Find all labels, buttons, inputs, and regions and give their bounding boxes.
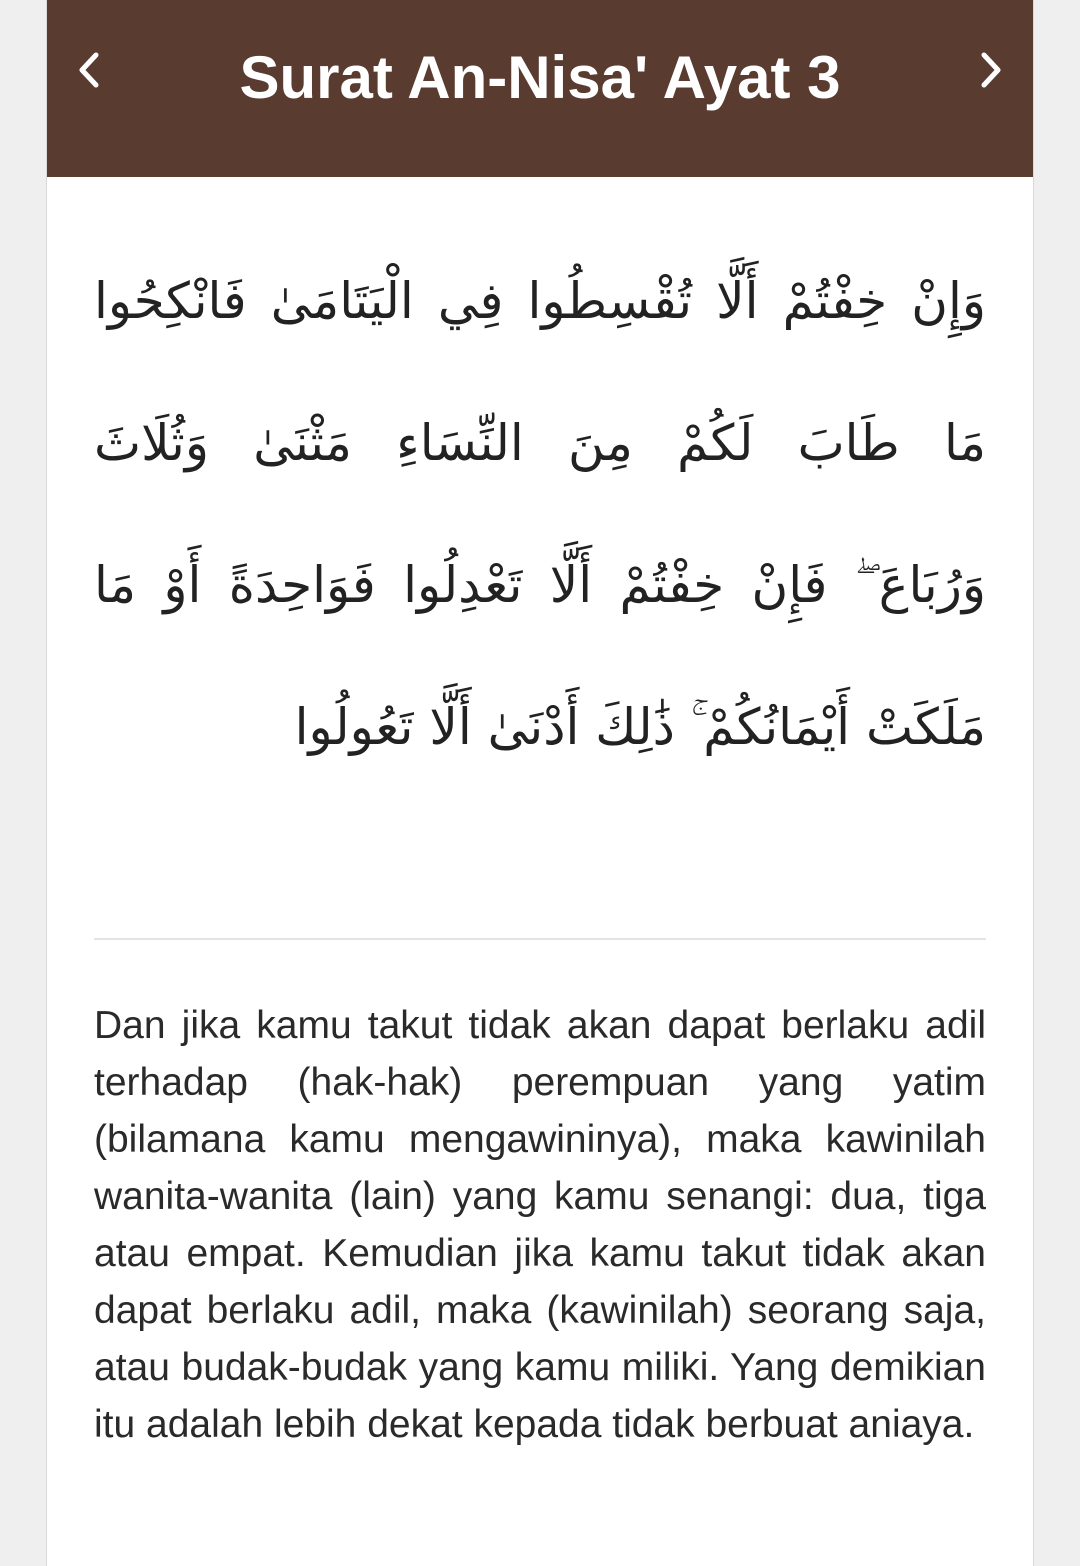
arabic-line: وَرُبَاعَ ۖ فَإِنْ خِفْتُمْ أَلَّا تَعْدِلُوا فَوَاحِدَةً أَوْ مَا: [94, 556, 986, 614]
page-title: Surat An-Nisa' Ayat 3: [239, 44, 841, 111]
chevron-right-icon: [976, 50, 1006, 90]
divider: [94, 938, 986, 940]
arabic-text: [94, 230, 986, 798]
ayah-card: [47, 0, 1033, 1566]
translation-text: Dan jika kamu takut tidak akan dapat berlaku adil terhadap (hak-hak) perempuan yang yatim (bilamana kamu mengawininya), maka kawinilah wanita-wanita (lain) yang kamu senangi: dua, tiga atau empat. Kemudian jika kamu takut tidak akan dapat berlaku adil, maka (kawinilah) seorang saja, atau budak-budak yang kamu miliki. Yang demikian itu adalah lebih dekat kepada tidak berbuat aniaya.: [94, 1004, 986, 1446]
previous-ayah-button[interactable]: [59, 40, 119, 100]
arabic-line: مَا طَابَ لَكُمْ مِنَ النِّسَاءِ مَثْنَىٰ وَثُلَاثَ: [94, 414, 986, 472]
header-bar: [47, 0, 1033, 177]
arabic-line: مَلَكَتْ أَيْمَانُكُمْ ۚ ذَٰلِكَ أَدْنَىٰ أَلَّا تَعُولُوا: [294, 698, 986, 756]
chevron-left-icon: [74, 50, 104, 90]
arabic-line: وَإِنْ خِفْتُمْ أَلَّا تُقْسِطُوا فِي الْيَتَامَىٰ فَانْكِحُوا: [94, 272, 986, 330]
next-ayah-button[interactable]: [961, 40, 1021, 100]
